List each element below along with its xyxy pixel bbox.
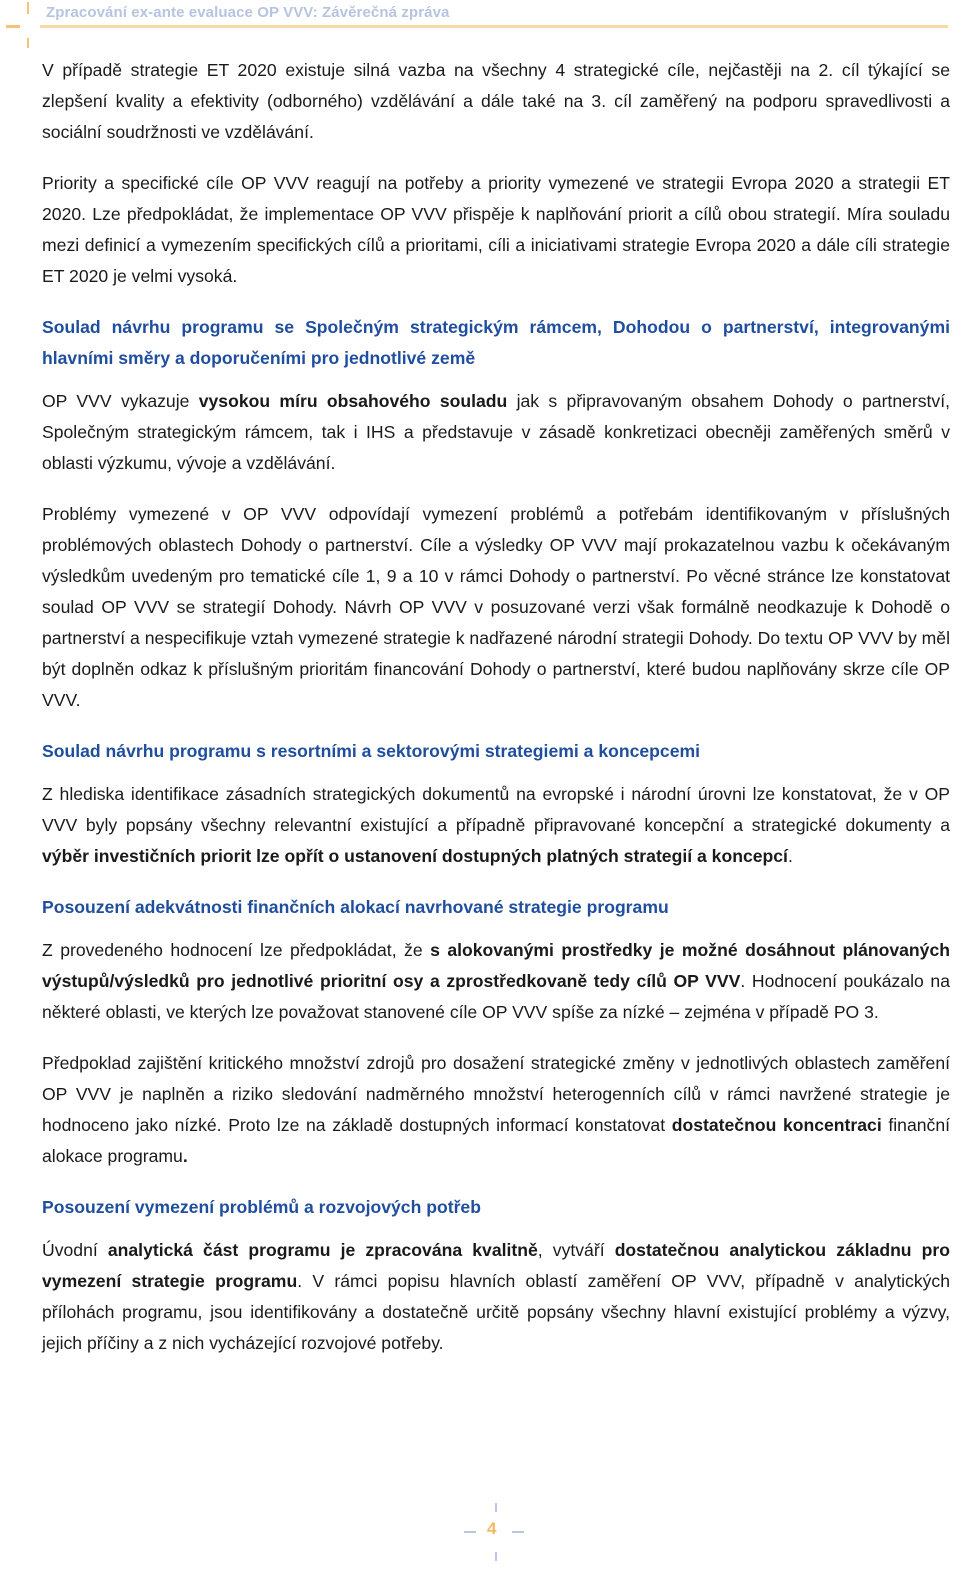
header-decoration — [27, 2, 29, 14]
page-number: 4 — [487, 1519, 497, 1538]
header-rule — [40, 25, 948, 28]
section-heading: Soulad návrhu programu se Společným strategickým rámcem, Dohodou o partnerství, integrovanými hlavními směry a doporučeními pro jednotlivé země — [42, 317, 950, 368]
section-heading: Posouzení adekvátnosti finančních alokací navrhované strategie programu — [42, 897, 669, 917]
paragraph: Předpoklad zajištění kritického množství zdrojů pro dosažení strategické změny v jednotlivých oblastech zaměření OP VVV je naplněn a riziko sledování nadměrného množství heterogenních cílů v rámci navržené strategie je hodnoceno jako nízké. Proto lze na základě dostupných informací konstatovat dostatečnou koncentraci finanční alokace programu. — [42, 1053, 950, 1166]
paragraph: Priority a specifické cíle OP VVV reagují na potřeby a priority vymezené ve strategii Evropa 2020 a strategii ET 2020. Lze předpokládat, že implementace OP VVV přispěje k naplňování priorit a cílů obou strategií. Míra souladu mezi definicí a vymezením specifických cílů a prioritami, cíli a iniciativami strategie Evropa 2020 a dále cíli strategie ET 2020 je velmi vysoká. — [42, 173, 950, 286]
document-body — [42, 55, 950, 1379]
paragraph: OP VVV vykazuje vysokou míru obsahového souladu jak s připravovaným obsahem Dohody o partnerství, Společným strategickým rámcem, tak i IHS a představuje v zásadě konkretizaci obecněji zaměřených směrů v oblasti výzkumu, vývoje a vzdělávání. — [42, 391, 951, 473]
paragraph: Problémy vymezené v OP VVV odpovídají vymezení problémů a potřebám identifikovaným v příslušných problémových oblastech Dohody o partnerství. Cíle a výsledky OP VVV mají prokazatelnou vazbu k očekávaným výsledkům uvedeným pro tematické cíle 1, 9 a 10 v rámci Dohody o partnerství. Po věcné stránce lze konstatovat soulad OP VVV se strategií Dohody. Návrh OP VVV v posuzované verzi však formálně neodkazuje k Dohodě o partnerství a nespecifikuje vztah vymezené strategie k nadřazené národní strategii Dohody. Do textu OP VVV by měl být doplněn odkaz k příslušným prioritám financování Dohody o partnerství, které budou naplňovány skrze cíle OP VVV. — [42, 504, 950, 710]
running-header: Zpracování ex-ante evaluace OP VVV: Závěrečná zpráva — [46, 4, 450, 21]
footer-decoration — [512, 1531, 524, 1533]
header-decoration — [6, 25, 20, 28]
paragraph: Z provedeného hodnocení lze předpokládat, že s alokovanými prostředky je možné dosáhnout plánovaných výstupů/výsledků pro jednotlivé prioritní osy a zprostředkovaně tedy cílů OP VVV. Hodnocení poukázalo na některé oblasti, ve kterých lze považovat stanovené cíle OP VVV spíše za nízké – zejména v případě PO 3. — [42, 940, 950, 1022]
footer-decoration — [464, 1531, 476, 1533]
footer-decoration — [495, 1503, 497, 1512]
paragraph: V případě strategie ET 2020 existuje silná vazba na všechny 4 strategické cíle, nejčastěji na 2. cíl týkající se zlepšení kvality a efektivity (odborného) vzdělávání a dále také na 3. cíl zaměřený na podporu spravedlivosti a sociální soudržnosti ve vzdělávání. — [42, 60, 950, 142]
footer-decoration — [495, 1552, 497, 1561]
section-heading: Posouzení vymezení problémů a rozvojových potřeb — [42, 1197, 481, 1217]
paragraph: Z hlediska identifikace zásadních strategických dokumentů na evropské i národní úrovni lze konstatovat, že v OP VVV byly popsány všechny relevantní existující a případně připravované koncepční a strategické dokumenty a výběr investičních priorit lze opřít o ustanovení dostupných platných strategií a koncepcí. — [42, 784, 950, 866]
paragraph: Úvodní analytická část programu je zpracována kvalitně, vytváří dostatečnou analytickou základnu pro vymezení strategie programu. V rámci popisu hlavních oblastí zaměření OP VVV, případně v analytických přílohách programu, jsou identifikovány a dostatečně určitě popsány všechny hlavní existující problémy a výzvy, jejich příčiny a z nich vycházející rozvojové potřeby. — [42, 1240, 950, 1353]
header-decoration — [27, 38, 29, 48]
section-heading: Soulad návrhu programu s resortními a sektorovými strategiemi a koncepcemi — [42, 741, 701, 761]
